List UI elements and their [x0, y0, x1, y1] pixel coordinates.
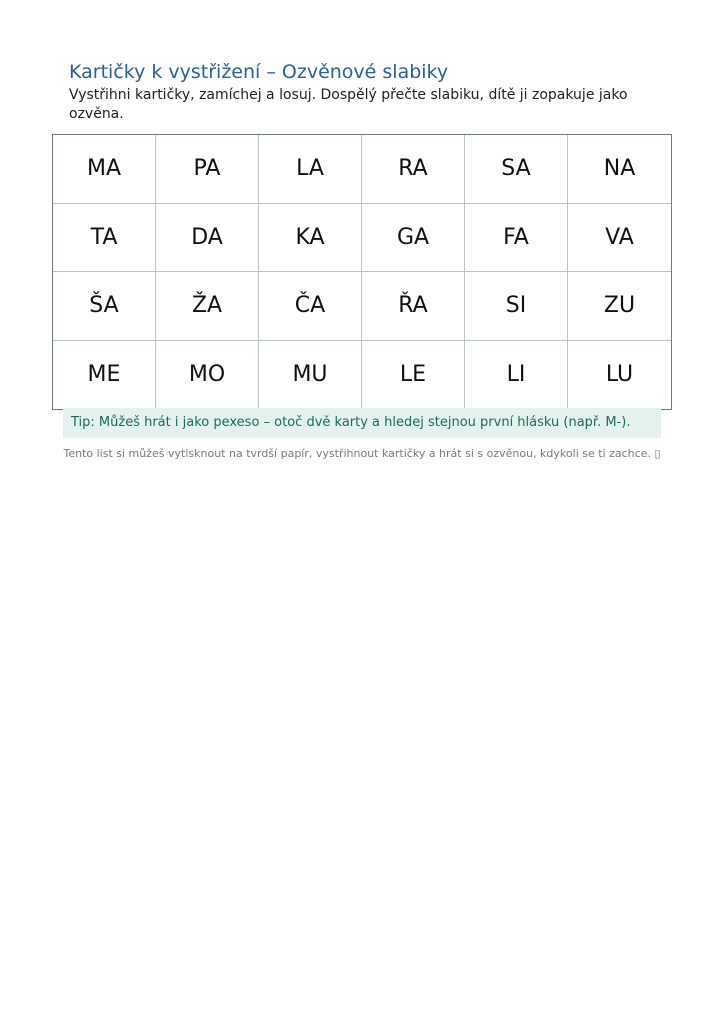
instructions-text: Vystřihni kartičky, zamíchej a losuj. Dospělý přečte slabiku, dítě ji zopakuje jako ozvěna. [69, 87, 628, 122]
page-title: Kartičky k vystřižení – Ozvěnové slabiky [69, 61, 449, 83]
syllable-card: VA [568, 204, 671, 273]
syllable-card: DA [156, 204, 259, 273]
syllable-card: LA [259, 135, 362, 204]
syllable-card: LU [605, 362, 634, 388]
syllable-card: SI [465, 272, 568, 341]
syllable-card: GA [362, 204, 465, 273]
syllable-card: ŘA [362, 272, 465, 341]
syllable-card-grid [52, 134, 672, 410]
syllable-card: MO [156, 341, 259, 410]
syllable-card: PA [156, 135, 259, 204]
syllable-card: RA [362, 135, 465, 204]
tip-box: Tip: Můžeš hrát i jako pexeso – otoč dvě karty a hledej stejnou první hlásku (např. M-). [63, 408, 661, 438]
syllable-card: SA [465, 135, 568, 204]
syllable-card: LI [465, 341, 568, 410]
syllable-card: KA [259, 204, 362, 273]
syllable-card: ME [53, 341, 156, 410]
syllable-card: NA [568, 135, 671, 204]
footnote-text: Tento list si můžeš vytisknout na tvrdší papír, vystřihnout kartičky a hrát si s ozvěnou, kdykoli se ti zachce. ▯ [63, 447, 661, 460]
syllable-card: FA [465, 204, 568, 273]
syllable-card: TA [53, 204, 156, 273]
syllable-card: MA [53, 135, 156, 204]
syllable-card: ŽA [156, 272, 259, 341]
syllable-card: MU [259, 341, 362, 410]
syllable-card: ŠA [53, 272, 156, 341]
syllable-card: LE [362, 341, 465, 410]
syllable-card: ZU [568, 272, 671, 341]
syllable-card: ČA [259, 272, 362, 341]
